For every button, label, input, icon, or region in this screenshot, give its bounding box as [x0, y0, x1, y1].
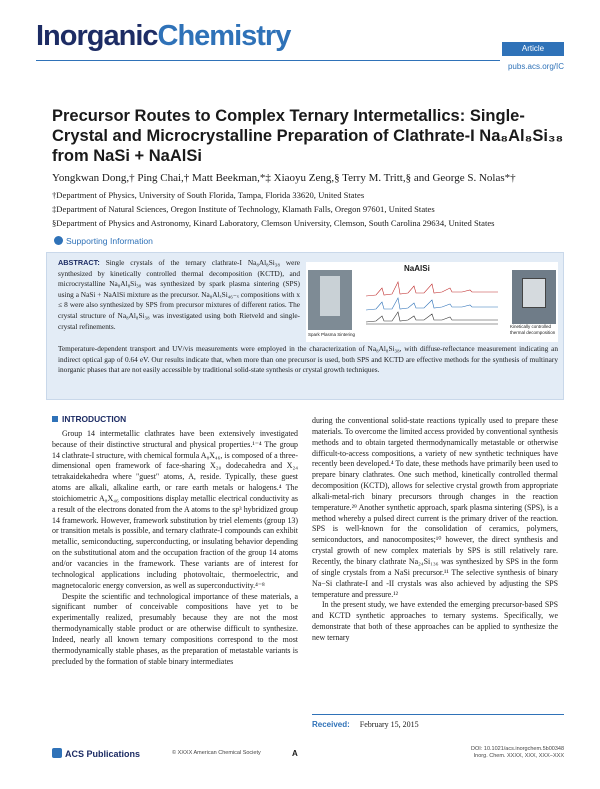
publisher-logo[interactable]	[52, 748, 140, 759]
sps-die-image	[320, 276, 340, 316]
article-title: Precursor Routes to Complex Ternary Intermetallics: Single-Crystal and Microcrystalline Preparation of Clathrate-I Na₈Al₈Si₃₈ from NaSi + NaAlSi	[52, 107, 564, 165]
publisher-name: ACS Publications	[65, 749, 141, 759]
intro-paragraph-3: during the conventional solid-state reactions typically used to prepare these materials. To overcome the limited access provided by conventional synthesis methods and to obtain targeted thermodynamically metastable or otherwise difficult-to-access compositions, a variety of new synthetic techniques have recently been developed.⁴ To date, these methods have primarily been used to prepare binary clathrates. One such method, kinetically controlled thermal decomposition (KCTD), allows for selective crystal growth from appropriate alkali-metal-rich binary precursors through changes in the reaction temperature.²⁹ Another synthetic approach, spark plasma sintering (SPS), is a method whereby a pulsed direct current is the primary driver of the reaction. SPS is well-known for the consolidation of ceramics, polymers, semiconductors, and nanocomposites;¹⁰ however, the direct synthesis and crystal growth of new complex materials by SPS is still relatively rare. Recently, the binary clathrate Na₂₄Si₁₃₆ was synthesized by SPS in the form of single crystals from a NaSi precursor.¹¹ The selective synthesis of binary Na−Si clathrate-I and -II crystals was also achieved by adjusting the SPS temperature and pressure.¹²	[312, 416, 558, 599]
abstract-body-bottom: Temperature-dependent transport and UV/vis measurements were employed in the characterization of Na₈Al₈Si₃₈, with diffuse-reflectance measurement indicating an indirect optical gap of 0.64 eV. Our results indicate that, when more than one precursor is used, both SPS and KCTD are effective methods for the synthesis of multinary inorganic phases that are not easily accessible by traditional solid-state synthesis or crystal growth techniques.	[58, 344, 558, 375]
masthead-rule	[36, 60, 500, 61]
affiliation-2: ‡Department of Natural Sciences, Oregon Institute of Technology, Klamath Falls, Oregon 97601, United States	[52, 204, 435, 214]
affiliation-3: §Department of Physics and Astronomy, Kinard Laboratory, Clemson University, Clemson, South Carolina 29634, United States	[52, 218, 495, 228]
intro-paragraph-4: In the present study, we have extended the emerging precursor-based SPS and KCTD synthetic approaches to ternary systems. Specifically, we demonstrate that both of these approaches can be applied to synthesize the new ternary	[312, 600, 558, 642]
abstract-body-top: Single crystals of the ternary clathrate-I Na₈Al₈Si₃₈ were synthesized by kinetically controlled thermal decomposition (KCTD), and microcrystalline Na₈Al₈Si₃₈ was synthesized by spark plasma sintering (SPS) using a NaSi + NaAlSi mixture as the precursor. Na₈AlₓSi₄₆₋ₓ compositions with x ≤ 8 were also synthesized by SPS from precursor mixtures of different ratios. The crystal structure of Na₈Al₈Si₃₈ was investigated using both Rietveld and single-crystal refinements.	[58, 258, 300, 331]
doi-link[interactable]: DOI: 10.1021/acs.inorgchem.5b00348	[471, 746, 564, 752]
author-list: Yongkwan Dong,† Ping Chai,† Matt Beekman,*‡ Xiaoyu Zeng,§ Terry M. Tritt,§ and George S. Nolas*†	[52, 172, 516, 184]
journal-url-link[interactable]: pubs.acs.org/IC	[507, 62, 564, 71]
journal-masthead	[36, 16, 564, 78]
abstract-label: ABSTRACT:	[58, 258, 100, 267]
copyright-notice: © XXXX American Chemical Society	[172, 750, 261, 756]
citation-text: Inorg. Chem. XXXX, XXX, XXX−XXX	[473, 753, 564, 759]
crystal-image	[522, 278, 546, 308]
abstract-text-top	[58, 258, 300, 332]
section-heading-introduction	[52, 414, 298, 425]
page-footer	[52, 744, 564, 774]
toc-caption-right: Kinetically controlled thermal decomposition	[510, 324, 556, 335]
received-label: Received:	[312, 720, 350, 729]
toc-graphic	[306, 262, 558, 342]
page-number: A	[292, 749, 298, 758]
intro-paragraph-2: Despite the scientific and technological importance of these materials, a significant number of conceivable compositions have yet to be experimentally realized, presumably because they are not the most thermodynamically stable product or are otherwise difficult to synthesize. Indeed, nearly all known ternary compositions correspond to the most thermodynamically stable phases, as the preparation of metastable variants is precluded by the formation of stable binary intermediates	[52, 591, 298, 666]
journal-logo-part1: Inorganic	[36, 20, 158, 52]
toc-graphic-title: NaAlSi	[404, 264, 430, 273]
section-bullet-icon	[52, 416, 58, 422]
body-column-right	[312, 416, 558, 644]
acs-hexagon-icon	[52, 748, 62, 758]
journal-logo-part2: Chemistry	[157, 20, 291, 52]
received-date	[312, 714, 564, 729]
supporting-info-icon	[54, 236, 63, 245]
section-heading-label: INTRODUCTION	[62, 414, 127, 424]
affiliation-1: †Department of Physics, University of South Florida, Tampa, Florida 33620, United States	[52, 190, 365, 200]
supporting-info-label: Supporting Information	[66, 236, 153, 246]
journal-logo[interactable]	[36, 20, 290, 53]
body-column-left	[52, 414, 298, 667]
received-value: February 15, 2015	[359, 720, 419, 729]
doi-citation	[471, 746, 564, 760]
article-type-badge: Article	[502, 42, 564, 56]
supporting-info-link[interactable]	[54, 236, 153, 246]
intro-paragraph-1: Group 14 intermetallic clathrates have been extensively investigated because of their distinctive structural and physical properties.¹⁻⁴ The group 14 clathrate-I structure, with chemical formula A₈X₄₆, is composed of a three-dimensional open framework of face-sharing X₂₀ dodecahedra and X₂₄ tetrakaidekahedra where "guest" atoms, A, reside. Typically, these guest atoms are alkali, alkaline earth, or rare earth metals or halogens.⁴ The stoichiometric A₈X₄₆ compositions display metallic electrical conductivity as a result of the electrons donated from the A atoms to the sp³ hybridized group 14 framework. However, framework substitution by triel elements (group 13) or transition metals is possible, and ternary clathrate-I compounds can exhibit metallic, semiconducting, superconducting, or insulating behavior depending on the substitutional atom and the occupation fraction of the group 14 atoms and/or vacancies in the framework. These variants are of interest for technological applications including photovoltaic, thermoelectric, and magnetocaloric energy conversion, as well as superconductivity.⁴⁻⁸	[52, 428, 298, 590]
toc-caption-left: Spark Plasma Sintering	[308, 332, 356, 337]
xrd-pattern-graphic	[362, 276, 502, 328]
